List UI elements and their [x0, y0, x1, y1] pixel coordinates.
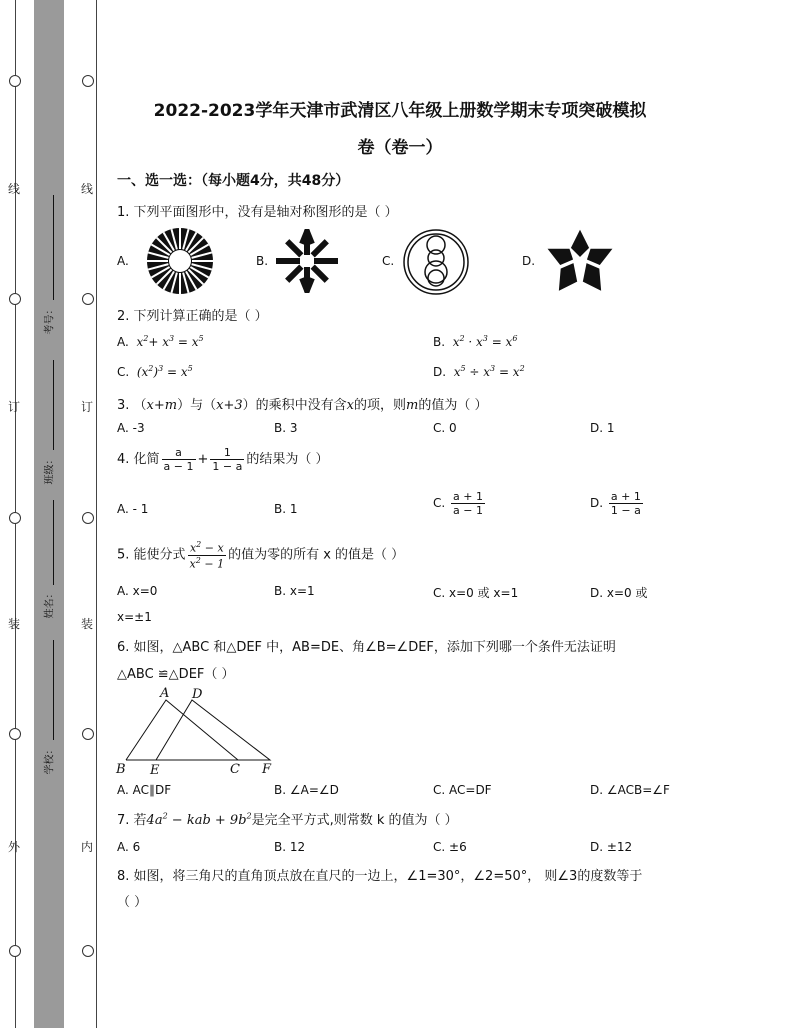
- q7-option-c: C. ±6: [433, 840, 467, 854]
- q6-label-e: E: [150, 763, 160, 776]
- binding-char: 外: [8, 840, 21, 854]
- q3-option-b: B. 3: [274, 421, 298, 435]
- question-8-stem: 8. 如图，将三角尺的直角顶点放在直尺的一边上，∠1=30°，∠2=50°， 则∠3的度数等于: [117, 869, 643, 884]
- binding-char: 订: [81, 400, 94, 414]
- field-line[interactable]: [53, 360, 54, 450]
- q7-option-b: B. 12: [274, 840, 306, 854]
- q1-option-c-figure: [402, 228, 470, 296]
- question-1-stem: 1. 下列平面图形中，没有是轴对称图形的是（ ）: [117, 205, 398, 220]
- q1-option-d-label: D.: [522, 254, 536, 268]
- q6-option-b: B. ∠A=∠D: [274, 783, 339, 797]
- q5-option-d: D. x=0 或: [590, 586, 648, 600]
- binding-hole: [82, 945, 94, 957]
- binding-hole: [82, 293, 94, 305]
- q4-option-b: B. 1: [274, 502, 298, 516]
- q2-option-a: A. $x^2+ x^3 = x^5$: [117, 334, 204, 349]
- q6-triangle-figure: [112, 684, 282, 776]
- field-line[interactable]: [53, 640, 54, 740]
- q2-option-d: D. $x^5 \div x^3 = x^2$: [433, 364, 525, 379]
- field-line[interactable]: [53, 500, 54, 585]
- q7-option-d: D. ±12: [590, 840, 633, 854]
- q4-option-a: A. - 1: [117, 502, 149, 516]
- q6-option-c: C. AC=DF: [433, 783, 492, 797]
- binding-char: 订: [8, 400, 21, 414]
- q1-option-b-label: B.: [256, 254, 269, 268]
- q7-option-a: A. 6: [117, 840, 141, 854]
- q4-option-d: D. $\frac{a + 1}{1 - a}$: [590, 490, 641, 517]
- q5-option-b: B. x=1: [274, 584, 315, 598]
- q6-label-c: C: [230, 762, 240, 776]
- question-8-stem-line2: （ ）: [117, 895, 148, 910]
- binding-hole: [82, 75, 94, 87]
- field-label-name: 姓名：: [44, 588, 56, 619]
- q2-option-c-label: C.: [117, 365, 130, 379]
- binding-char: 装: [81, 617, 94, 631]
- field-label-school: 学校：: [44, 744, 56, 775]
- page-title-line2: 卷（卷一）: [357, 138, 443, 158]
- binding-char: 线: [8, 182, 21, 196]
- binding-hole: [9, 945, 21, 957]
- binding-line-inner: [96, 0, 97, 1028]
- q6-label-b: B: [116, 762, 126, 776]
- question-4-stem: 4. 化简 $\frac{a}{a - 1}$ + $\frac{1}{1 - a}$ 的结果为（ ）: [117, 446, 329, 473]
- binding-hole: [9, 728, 21, 740]
- question-5-stem: 5. 能使分式 $\frac{x^2 - x}{x^2 - 1}$ 的值为零的所有 x 的值是（ ）: [117, 540, 405, 571]
- field-line[interactable]: [53, 195, 54, 300]
- binding-hole: [82, 512, 94, 524]
- question-7-stem: 7. 若$4a^2$ − kab + $9b^2$是完全平方式,则常数 k 的值为（ ）: [117, 811, 458, 828]
- q6-option-d: D. ∠ACB=∠F: [590, 783, 670, 797]
- q6-label-d: D: [192, 687, 203, 702]
- q3-option-a: A. -3: [117, 421, 145, 435]
- field-label-exam-number: 考号：: [44, 304, 56, 335]
- q6-label-a: A: [160, 686, 170, 701]
- binding-margin: [34, 0, 64, 1028]
- binding-hole: [9, 75, 21, 87]
- q3-option-d: D. 1: [590, 421, 615, 435]
- binding-hole: [82, 728, 94, 740]
- q3-option-c: C. 0: [433, 421, 457, 435]
- q1-option-a-figure: [138, 227, 222, 295]
- binding-hole: [9, 512, 21, 524]
- binding-char: 内: [81, 840, 94, 854]
- question-2-stem: 2. 下列计算正确的是（ ）: [117, 309, 268, 324]
- q2-option-c: C. $(x^2)^3 = x^5$: [117, 364, 193, 379]
- q1-option-d-figure: [544, 226, 616, 296]
- section-heading: 一、选一选：（每小题4分，共48分）: [117, 173, 350, 189]
- q2-option-a-label: A.: [117, 335, 129, 349]
- q5-option-c: C. x=0 或 x=1: [433, 586, 519, 600]
- q6-label-f: F: [262, 762, 272, 776]
- field-label-class: 班级：: [44, 454, 56, 485]
- q1-option-c-label: C.: [382, 254, 395, 268]
- q2-option-d-label: D.: [433, 365, 447, 379]
- question-6-stem-line2: △ABC ≌△DEF（ ）: [117, 667, 235, 682]
- binding-hole: [9, 293, 21, 305]
- question-6-stem: 6. 如图，△ABC 和△DEF 中，AB=DE、角∠B=∠DEF，添加下列哪一个条件无法证明: [117, 640, 616, 655]
- q5-option-a: A. x=0: [117, 584, 158, 598]
- q2-option-b-label: B.: [433, 335, 446, 349]
- binding-char: 线: [81, 182, 94, 196]
- q1-option-b-figure: [274, 229, 340, 293]
- q1-option-a-label: A.: [117, 254, 129, 268]
- q6-option-a: A. AC∥DF: [117, 783, 172, 797]
- q4-option-c: C. $\frac{a + 1}{a - 1}$: [433, 490, 483, 517]
- question-3-stem: 3. （x+m）与（x+3）的乘积中没有含x的项，则m的值为（ ）: [117, 398, 488, 413]
- page-title: 2022-2023学年天津市武清区八年级上册数学期末专项突破模拟: [153, 101, 647, 121]
- binding-char: 装: [8, 617, 21, 631]
- q2-option-b: B. $x^2 \cdot x^3 = x^6$: [433, 334, 518, 349]
- q5-option-d-wrap: x=±1: [117, 610, 152, 624]
